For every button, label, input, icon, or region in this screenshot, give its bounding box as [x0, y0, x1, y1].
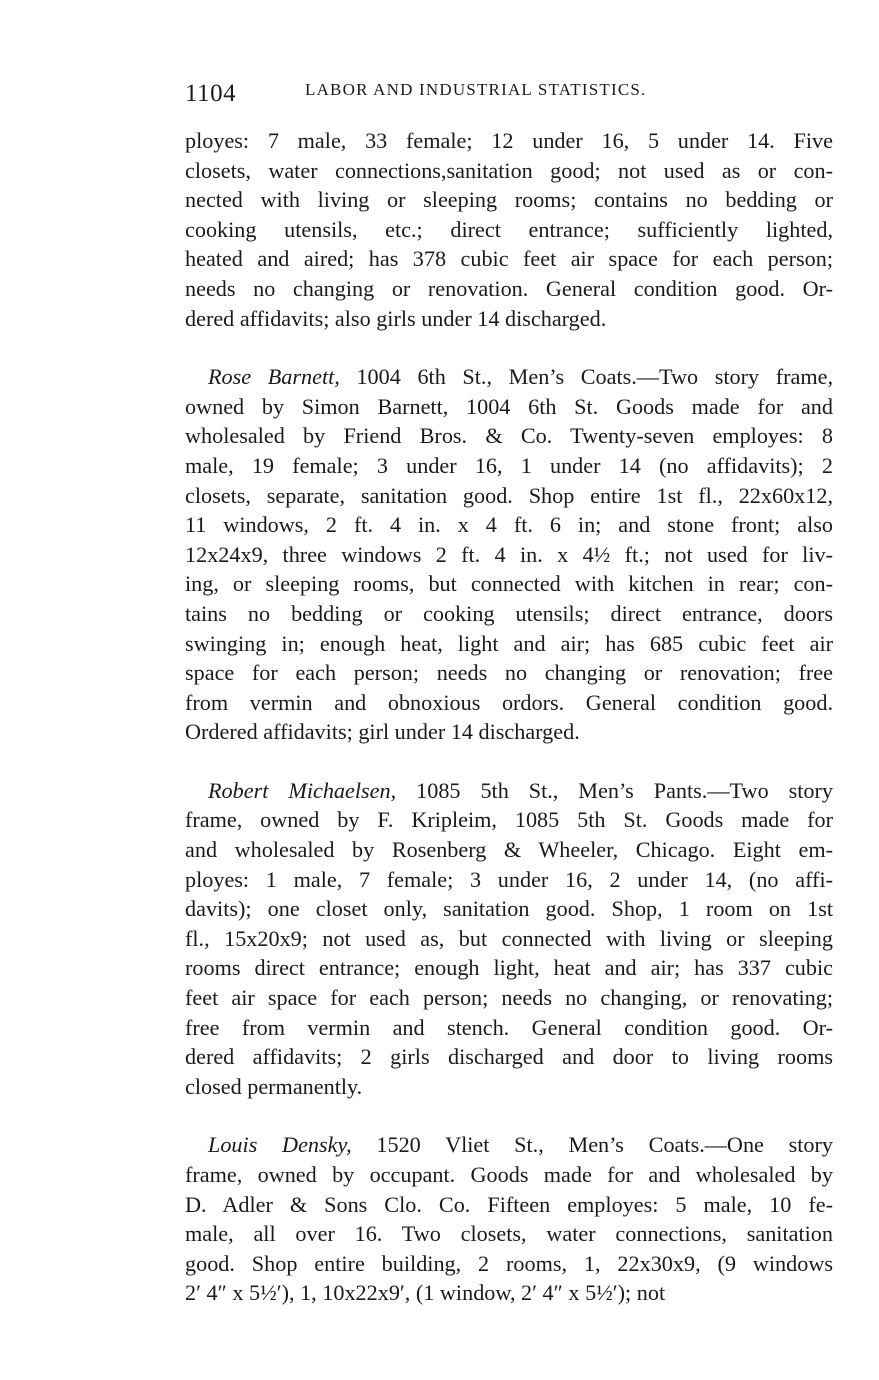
- text-line: ployes: 1 male, 7 female; 3 under 16, 2 under 14, (no affi-: [185, 866, 833, 892]
- document-page: [185, 78, 833, 1308]
- text-line: owned by Simon Barnett, 1004 6th St. Goods made for and: [185, 393, 833, 419]
- text-line: closets, separate, sanitation good. Shop entire 1st fl., 22x60x12,: [185, 482, 833, 508]
- text-line: free from vermin and stench. General condition good. Or-: [185, 1014, 833, 1040]
- text-line: rooms direct entrance; enough light, heat and air; has 337 cubic: [185, 955, 833, 981]
- text-line: space for each person; needs no changing or renovation; free: [185, 660, 833, 686]
- text-line: feet air space for each person; needs no changing, or renovating;: [185, 985, 833, 1011]
- text-line: closets, water connections,sanitation good; not used as or con-: [185, 157, 833, 183]
- text-line: needs no changing or renovation. General condition good. Or-: [185, 275, 833, 301]
- body-text: [185, 126, 833, 1308]
- proprietor-name: Rose Barnett,: [208, 364, 340, 390]
- text-line: frame, owned by F. Kripleim, 1085 5th St. Goods made for: [185, 807, 833, 833]
- line-text: 1085 5th St., Men’s Pants.—Two story: [396, 777, 833, 803]
- page-number: 1104: [185, 80, 237, 107]
- proprietor-name: Louis Densky,: [208, 1132, 352, 1158]
- text-line: D. Adler & Sons Clo. Co. Fifteen employes: 5 male, 10 fe-: [185, 1191, 833, 1217]
- text-line: and wholesaled by Rosenberg & Wheeler, Chicago. Eight em-: [185, 837, 833, 863]
- page-header: [185, 78, 833, 106]
- text-line: ployes: 7 male, 33 female; 12 under 16, 5 under 14. Five: [185, 128, 833, 153]
- text-line: ing, or sleeping rooms, but connected with kitchen in rear; con-: [185, 571, 833, 597]
- proprietor-name: Robert Michaelsen,: [208, 777, 397, 803]
- text-line: Ordered affidavits; girl under 14 discharged.: [185, 719, 580, 745]
- text-line: tains no bedding or cooking utensils; direct entrance, doors: [185, 600, 833, 626]
- paragraph: [185, 1130, 833, 1308]
- paragraph: [185, 362, 833, 747]
- text-line: male, all over 16. Two closets, water connections, sanitation: [185, 1221, 833, 1247]
- text-line: [185, 1130, 833, 1160]
- paragraph: [185, 126, 833, 333]
- text-line: male, 19 female; 3 under 16, 1 under 14 (no affidavits); 2: [185, 452, 833, 478]
- text-line: frame, owned by occupant. Goods made for and wholesaled by: [185, 1162, 833, 1187]
- text-line: dered affidavits; 2 girls discharged and door to living rooms: [185, 1044, 833, 1070]
- line-text: 1520 Vliet St., Men’s Coats.—One story: [351, 1132, 833, 1158]
- text-line: 11 windows, 2 ft. 4 in. x 4 ft. 6 in; and stone front; also: [185, 512, 833, 538]
- text-line: wholesaled by Friend Bros. & Co. Twenty-seven employes: 8: [185, 423, 833, 449]
- text-line: dered affidavits; also girls under 14 discharged.: [185, 305, 607, 331]
- text-line: [185, 776, 833, 806]
- text-line: swinging in; enough heat, light and air; has 685 cubic feet air: [185, 630, 833, 656]
- running-title: LABOR AND INDUSTRIAL STATISTICS.: [305, 80, 647, 99]
- text-line: [185, 362, 833, 392]
- text-line: fl., 15x20x9; not used as, but connected with living or sleeping: [185, 925, 833, 951]
- text-line: 2′ 4″ x 5½′), 1, 10x22x9′, (1 window, 2′ 4″ x 5½′); not: [185, 1280, 666, 1306]
- text-line: closed permanently.: [185, 1073, 363, 1099]
- text-line: heated and aired; has 378 cubic feet air space for each person;: [185, 246, 833, 272]
- text-line: from vermin and obnoxious ordors. General condition good.: [185, 689, 833, 715]
- text-line: 12x24x9, three windows 2 ft. 4 in. x 4½ ft.; not used for liv-: [185, 541, 833, 567]
- text-line: good. Shop entire building, 2 rooms, 1, 22x30x9, (9 windows: [185, 1250, 833, 1276]
- line-text: 1004 6th St., Men’s Coats.—Two story frame,: [339, 364, 833, 390]
- paragraph: [185, 776, 833, 1102]
- text-line: nected with living or sleeping rooms; contains no bedding or: [185, 187, 833, 213]
- text-line: cooking utensils, etc.; direct entrance; sufficiently lighted,: [185, 216, 833, 242]
- text-line: davits); one closet only, sanitation good. Shop, 1 room on 1st: [185, 896, 833, 922]
